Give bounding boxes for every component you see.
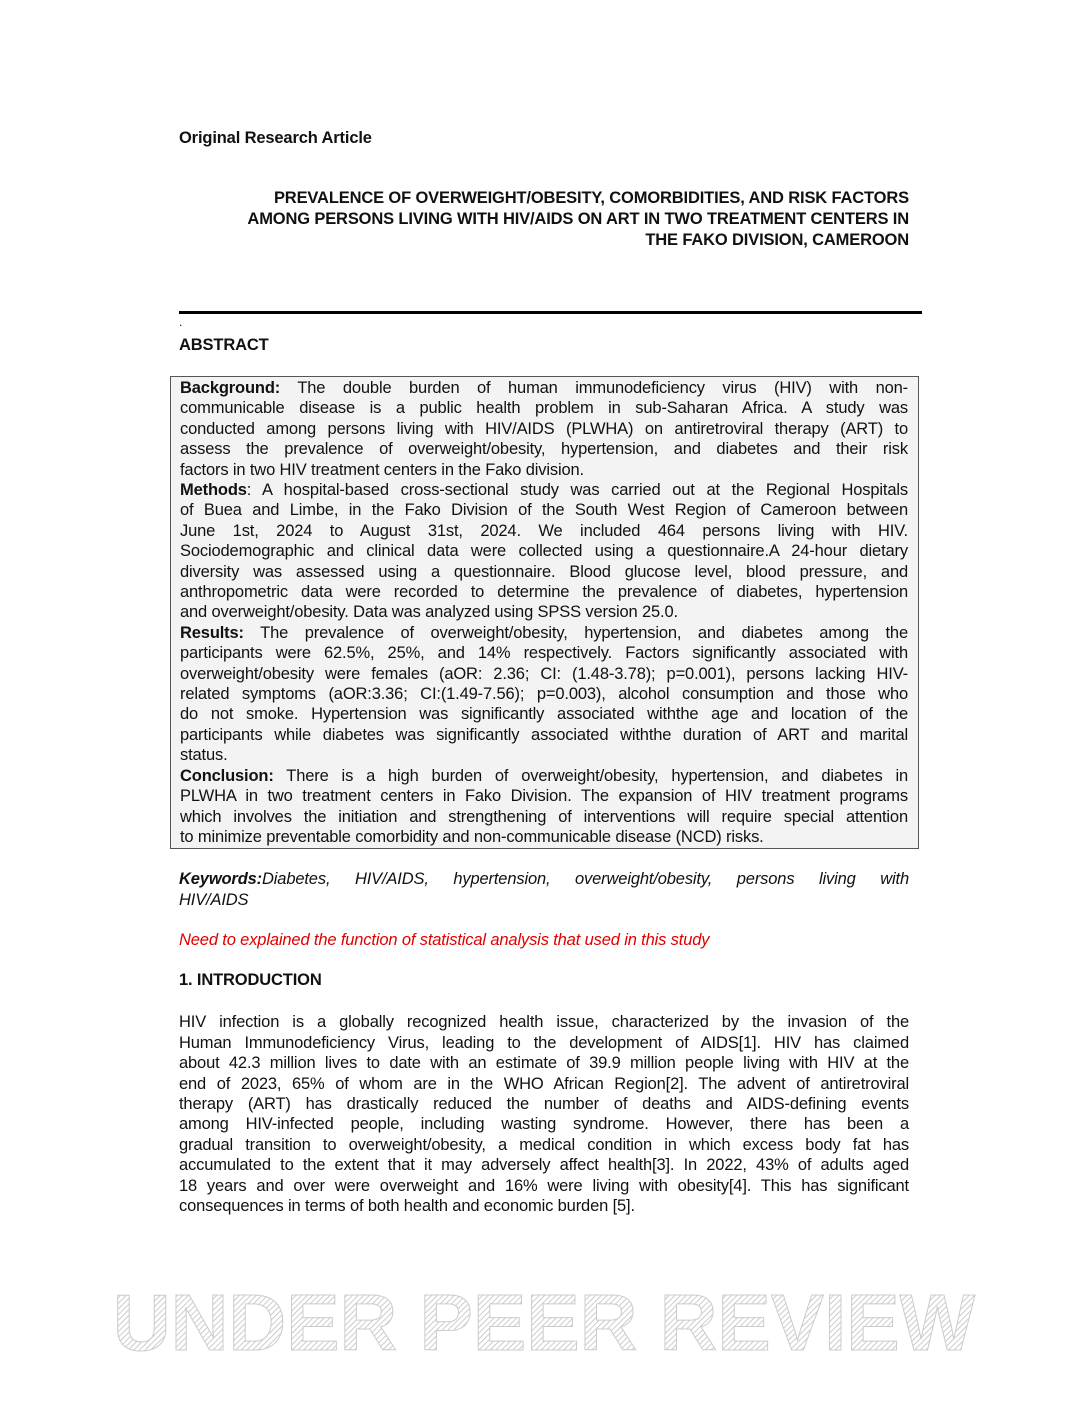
line-text: end of 2023, 65% of whom are in the WHO African Region[2]. The advent of antiretroviral — [179, 1074, 909, 1093]
text-line — [179, 890, 909, 910]
line-text: The double burden of human immunodeficiency virus (HIV) with non- — [280, 378, 908, 397]
line-text: Sociodemographic and clinical data were collected using a questionnaire.A 24-hour dietary — [180, 542, 908, 561]
line-text: HIV infection is a globally recognized health issue, characterized by the invasion of the — [179, 1013, 909, 1032]
text-line — [180, 786, 908, 806]
line-text: do not smoke. Hypertension was significantly associated withthe age and location of the — [180, 705, 908, 724]
line-text: Diabetes, HIV/AIDS, hypertension, overweight/obesity, persons living with — [262, 870, 909, 889]
line-text: There is a high burden of overweight/obesity, hypertension, and diabetes in — [273, 766, 908, 785]
line-text: therapy (ART) has drastically reduced the number of deaths and AIDS-defining events — [179, 1094, 909, 1113]
title-line: AMONG PERSONS LIVING WITH HIV/AIDS ON ART IN TWO TREATMENT CENTERS IN — [247, 209, 909, 228]
text-line — [180, 419, 908, 439]
text-line — [179, 1012, 909, 1032]
watermark — [0, 1240, 1088, 1400]
line-text: diversity was assessed using a questionnaire. Blood glucose level, blood pressure, and — [180, 562, 908, 581]
text-line — [180, 582, 908, 602]
watermark-text: UNDER PEER REVIEW — [112, 1278, 976, 1367]
line-text: about 42.3 million lives to date with an estimate of 39.9 million people living with HIV at the — [179, 1054, 909, 1073]
line-text: among HIV-infected people, including wasting syndrome. However, there has been a — [179, 1115, 909, 1134]
line-text: conducted among persons living with HIV/AIDS (PLWHA) on antiretroviral therapy (ART) to — [180, 419, 908, 438]
line-text: Human Immunodeficiency Virus, leading to the development of AIDS[1]. HIV has claimed — [179, 1033, 909, 1052]
dot: . — [179, 314, 183, 329]
line-text: June 1st, 2024 to August 31st, 2024. We included 464 persons living with HIV. — [180, 521, 908, 540]
article-title — [179, 188, 909, 250]
article-type: Original Research Article — [179, 129, 372, 147]
text-line — [180, 807, 908, 827]
text-line — [180, 725, 908, 745]
text-line — [179, 1176, 909, 1196]
abstract-heading: ABSTRACT — [179, 335, 269, 354]
introduction-body — [179, 1012, 909, 1216]
text-line — [180, 745, 908, 765]
line-text: gradual transition to overweight/obesity, a medical condition in which excess body fat has — [179, 1135, 909, 1154]
text-line — [180, 562, 908, 582]
text-line — [180, 541, 908, 561]
section-label: Background: — [180, 378, 281, 397]
text-line — [180, 480, 908, 500]
text-line — [180, 602, 908, 622]
line-text: and overweight/obesity. Data was analyzed using SPSS version 25.0. — [180, 603, 678, 622]
line-text: to minimize preventable comorbidity and non-communicable disease (NCD) risks. — [180, 827, 764, 846]
line-text: : A hospital-based cross-sectional study was carried out at the Regional Hospitals — [246, 481, 908, 500]
section-heading-introduction: 1. INTRODUCTION — [179, 971, 322, 990]
keywords — [179, 869, 909, 910]
text-line — [179, 1033, 909, 1053]
line-text: overweight/obesity were females (aOR: 2.36; CI: (1.48-3.78); p=0.001), persons lacking HIV- — [180, 664, 908, 683]
text-line — [180, 500, 908, 520]
text-line — [180, 439, 908, 459]
text-line — [179, 1074, 909, 1094]
line-text: assess the prevalence of overweight/obesity, hypertension, and diabetes and their risk — [180, 440, 908, 459]
line-text: consequences in terms of both health and economic burden [5]. — [179, 1196, 635, 1215]
line-text: The prevalence of overweight/obesity, hypertension, and diabetes among the — [243, 623, 908, 642]
section-label: Conclusion: — [180, 766, 274, 785]
text-line — [179, 1114, 909, 1134]
text-line — [180, 827, 908, 847]
text-line — [180, 460, 908, 480]
abstract-body — [180, 378, 908, 847]
review-comment: Need to explained the function of statistical analysis that used in this study — [179, 931, 710, 950]
text-line — [180, 398, 908, 418]
title-line: PREVALENCE OF OVERWEIGHT/OBESITY, COMORBIDITIES, AND RISK FACTORS — [273, 189, 909, 207]
text-line — [179, 1155, 909, 1175]
line-text: 18 years and over were overweight and 16% were living with obesity[4]. This has significant — [179, 1176, 909, 1195]
text-line — [179, 1094, 909, 1114]
line-text: of Buea and Limbe, in the Fako Division of the South West Region of Cameroon between — [180, 501, 908, 520]
line-text: communicable disease is a public health problem in sub-Saharan Africa. A study was — [180, 399, 908, 418]
line-text: PLWHA in two treatment centers in Fako Division. The expansion of HIV treatment programs — [180, 787, 908, 806]
text-line — [179, 869, 909, 889]
line-text: HIV/AIDS — [179, 890, 249, 909]
line-text: participants while diabetes was significantly associated withthe duration of ART and marital — [180, 725, 908, 744]
divider — [179, 311, 922, 314]
text-line — [180, 704, 908, 724]
text-line — [180, 378, 908, 398]
text-line — [180, 623, 908, 643]
section-label: Methods — [180, 481, 247, 500]
section-label: Keywords: — [179, 870, 263, 889]
line-text: related symptoms (aOR:3.36; CI:(1.49-7.56); p=0.003), alcohol consumption and those who — [180, 685, 908, 704]
text-line — [180, 643, 908, 663]
text-line — [180, 684, 908, 704]
line-text: which involves the initiation and strengthening of interventions will require special attention — [180, 807, 908, 826]
text-line — [179, 1135, 909, 1155]
title-line: THE FAKO DIVISION, CAMEROON — [645, 230, 909, 249]
section-label: Results: — [180, 623, 244, 642]
line-text: anthropometric data were recorded to determine the prevalence of diabetes, hypertension — [180, 583, 908, 602]
text-line — [179, 1053, 909, 1073]
page-content — [179, 128, 909, 1216]
text-line — [180, 664, 908, 684]
text-line — [180, 766, 908, 786]
line-text: accumulated to the extent that it may adversely affect health[3]. In 2022, 43% of adults aged — [179, 1156, 909, 1175]
abstract-box — [170, 376, 919, 849]
text-line — [180, 521, 908, 541]
line-text: status. — [180, 746, 228, 765]
text-line — [179, 1196, 909, 1216]
line-text: participants were 62.5%, 25%, and 14% respectively. Factors significantly associated with — [180, 644, 908, 663]
line-text: factors in two HIV treatment centers in the Fako division. — [180, 460, 584, 479]
